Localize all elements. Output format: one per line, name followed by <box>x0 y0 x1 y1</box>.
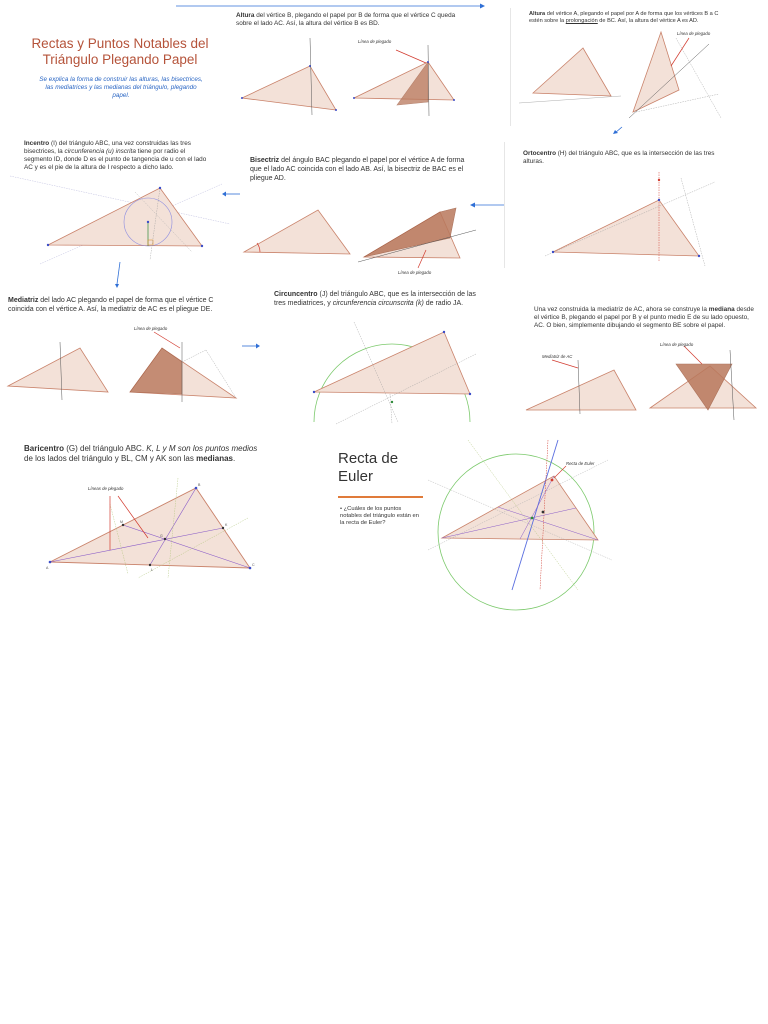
incentro-term: Incentro <box>24 140 50 147</box>
panel-ortocentro <box>504 142 731 268</box>
altura-b-term: Altura <box>236 12 255 19</box>
baricentro-text-3: . <box>233 454 236 463</box>
altura-a-text-2: de BC. Así, la altura del vértice A es AD. <box>597 18 699 24</box>
incentro-text-2: tiene por radio el segmento ID, donde D es el punto de tangencia de u con el lado AC y es el pie de la altura de I respecto a dicho lado. <box>24 148 207 171</box>
euler-accent-rule <box>338 496 423 498</box>
panel-baricentro <box>18 438 264 578</box>
vertex-label-k: K <box>225 523 228 527</box>
flow-arrow-bisectriz-left <box>222 190 242 200</box>
mediatriz-term: Mediatriz <box>8 297 39 304</box>
altura-b-fold-label: Línea de plegado <box>358 39 392 44</box>
panel-circuncentro <box>264 284 492 426</box>
baricentro-term: Baricentro <box>24 444 65 453</box>
mediatriz-text: del lado AC plegando el papel de forma que el vértice C coincida con el vértice A. Así, la mediatriz de AC es el pliegue DE. <box>8 297 214 313</box>
mediana-term: mediana <box>708 306 735 313</box>
altura-a-figure <box>511 8 733 126</box>
panel-altura-b <box>232 10 470 120</box>
mediana-text-1: Una vez construida la mediatriz de AC, ahora se construye la <box>534 306 709 313</box>
baricentro-italic: K, L y M son los puntos medios <box>146 444 258 453</box>
incentro-text-1: (I) del triángulo ABC, una vez construidas las tres bisectrices, la <box>24 140 191 155</box>
mediatriz-figure <box>4 290 240 402</box>
incentro-italic: circunferencia (u) inscrita <box>64 148 136 155</box>
bisectriz-figure <box>240 150 472 278</box>
vertex-label-a: A <box>46 566 49 570</box>
altura-b-text: del vértice B, plegando el papel por B de forma que el vértice C queda sobre el lado AC. Así, la altura del vértice B es BD. <box>236 12 456 27</box>
vertex-label-g: G <box>160 534 163 538</box>
circuncentro-text-1: (J) del triángulo ABC, que es la intersección de las tres mediatrices, y <box>274 291 476 307</box>
baricentro-text-1: (G) del triángulo ABC. <box>64 444 147 453</box>
euler-question: • ¿Cuáles de los puntos notables del triángulo están en la recta de Euler? <box>340 506 419 526</box>
baricentro-text-2: de los lados del triángulo y BL, CM y AK son las <box>24 454 197 463</box>
circuncentro-italic: circunferencia circunscrita (k) <box>332 300 424 307</box>
ortocentro-term: Ortocentro <box>523 150 557 157</box>
circuncentro-text-2: de radio JA. <box>423 300 464 307</box>
vertex-label-l: L <box>151 568 153 572</box>
panel-mediatriz <box>4 290 240 402</box>
ortocentro-text: (H) del triángulo ABC, que es la intersección de las tres alturas. <box>523 150 715 165</box>
euler-title: Recta de Euler <box>338 450 399 485</box>
mediana-text-2: desde el vértice B, plegando el papel por B y el punto medio E de su lado opuesto, AC. O bien, simplemente dibujando el segmento BE sobre el papel. <box>534 306 754 329</box>
euler-line-label: Recta de Euler <box>566 461 595 466</box>
altura-a-text-1: del vértice A, plegando el papel por A de forma que los vértices B a C estén sobre la <box>529 11 719 24</box>
flow-arrow-a <box>610 124 630 144</box>
baricentro-figure <box>18 438 264 578</box>
mediatriz-fold-label: Línea de plegado <box>134 326 168 331</box>
euler-question-text: ¿Cuáles de los puntos notables del triángulo están en la recta de Euler? <box>340 506 419 526</box>
vertex-label-m: M <box>120 520 123 524</box>
altura-a-underlined: prolongación <box>565 18 598 24</box>
ortocentro-figure <box>505 142 731 268</box>
page-subtitle: Se explica la forma de construir las alturas, las bisectrices, las mediatrices y las medianas del triángulo, plegando papel. <box>39 76 203 99</box>
mediana-figure <box>520 300 760 428</box>
bisectriz-term: Bisectriz <box>250 157 280 164</box>
panel-euler <box>428 440 612 590</box>
incentro-figure <box>0 136 238 260</box>
vertex-label-b: B <box>198 483 201 487</box>
bisectriz-fold-label: Línea de plegado <box>398 270 432 275</box>
mediana-mediatriz-label: Mediatriz de AC <box>542 354 573 359</box>
panel-altura-a <box>510 8 733 126</box>
altura-a-fold-label: Línea de plegado <box>677 31 711 36</box>
panel-incentro <box>0 136 238 260</box>
baricentro-fold-label: Líneas de plegado <box>88 486 124 491</box>
bisectriz-text: del ángulo BAC plegando el papel por el vértice A de forma que el lado AC coincida con el lado AB. Así, la bisectriz de BAC es el pliegue AD. <box>250 157 465 182</box>
panel-bisectriz <box>240 150 472 278</box>
panel-mediana <box>520 300 760 428</box>
mediana-fold-label: Línea de plegado <box>660 342 694 347</box>
baricentro-term-2: medianas <box>196 454 233 463</box>
circuncentro-figure <box>264 284 492 426</box>
euler-figure <box>428 440 612 590</box>
altura-a-term: Altura <box>529 11 546 17</box>
flow-arrow-ortocentro <box>470 200 506 210</box>
altura-b-figure <box>232 10 470 120</box>
page-title: Rectas y Puntos Notables del Triángulo Plegando Papel <box>31 36 209 67</box>
flow-arrow-mediatriz <box>240 342 264 352</box>
flow-arrow-incentro <box>110 260 130 290</box>
circuncentro-term: Circuncentro <box>274 291 318 298</box>
vertex-label-c: C <box>252 563 255 567</box>
